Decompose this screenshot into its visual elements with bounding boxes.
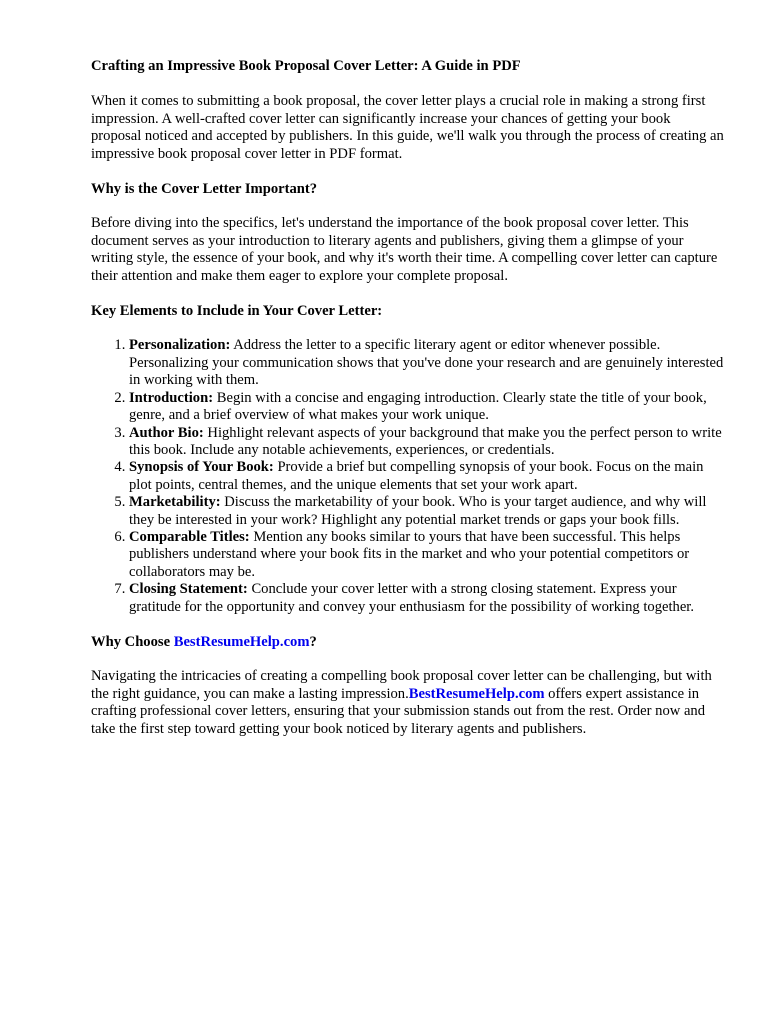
list-item-term: Personalization: [129,337,231,354]
list-item [129,529,724,581]
list-item-text: Mention any books similar to yours that have been successful. This helps publishers understand where your book fits in the market and who your potential competitors or collaborators may be. [129,528,690,580]
key-elements-list [91,337,724,616]
section-heading-importance: Why is the Cover Letter Important? [91,181,318,198]
list-item-text: Address the letter to a specific literary agent or editor whenever possible. Personalizing your communication shows that you've done your research and are genuinely interested in working with them. [129,337,724,389]
list-item-term: Comparable Titles: [129,528,250,545]
list-item-term: Author Bio: [129,424,204,441]
list-item [129,581,724,616]
section-heading-key-elements: Key Elements to Include in Your Cover Letter: [91,303,383,320]
heading-suffix: ? [309,633,317,650]
list-item-text: Provide a brief but compelling synopsis of your book. Focus on the main plot points, central themes, and the unique elements that set your work apart. [129,459,704,493]
list-item-term: Synopsis of Your Book: [129,459,274,476]
section-heading-why-choose [91,634,724,651]
paragraph-text-after: offers expert assistance in crafting professional cover letters, ensuring that your submission stands out from the rest. Order now and take the first step toward getting your book noticed by literary agents and publishers. [91,685,706,737]
document-title: Crafting an Impressive Book Proposal Cover Letter: A Guide in PDF [91,58,521,74]
importance-paragraph: Before diving into the specifics, let's understand the importance of the book proposal cover letter. This document serves as your introduction to literary agents and publishers, giving them a glimpse of your writing style, the essence of your book, and why it's worth their time. A compelling cover letter can capture their attention and make them eager to explore your complete proposal. [91,215,718,284]
list-item [129,337,724,389]
list-item-text: Begin with a concise and engaging introduction. Clearly state the title of your book, genre, and a brief overview of what makes your work unique. [129,389,707,424]
why-choose-paragraph [91,668,724,738]
intro-paragraph: When it comes to submitting a book proposal, the cover letter plays a crucial role in making a strong first impression. A well-crafted cover letter can significantly increase your chances of getting your book proposal noticed and accepted by publishers. In this guide, we'll walk you through the process of creating an impressive book proposal cover letter in PDF format. [91,93,724,162]
list-item-text: Conclude your cover letter with a strong closing statement. Express your gratitude for the opportunity and convey your enthusiasm for the possibility of working together. [129,581,694,615]
bestresumehelp-heading-link[interactable]: BestResumeHelp.com [173,633,310,650]
bestresumehelp-body-link[interactable]: BestResumeHelp.com [408,685,545,702]
list-item-term: Closing Statement: [129,581,248,598]
list-item-term: Marketability: [129,494,221,511]
list-item-text: Highlight relevant aspects of your background that make you the perfect person to write this book. Include any notable achievements, experiences, or credentials. [129,424,722,458]
list-item-text: Discuss the marketability of your book. Who is your target audience, and why will they be interested in your work? Highlight any potential market trends or gaps your book fills. [129,494,707,528]
list-item-term: Introduction: [129,389,214,406]
heading-prefix: Why Choose [91,633,174,650]
list-item [129,390,724,425]
list-item [129,494,724,529]
list-item [129,425,724,460]
list-item [129,459,724,494]
paragraph-text-before: Navigating the intricacies of creating a compelling book proposal cover letter can be challenging, but with the right guidance, you can make a lasting impression. [91,668,712,702]
